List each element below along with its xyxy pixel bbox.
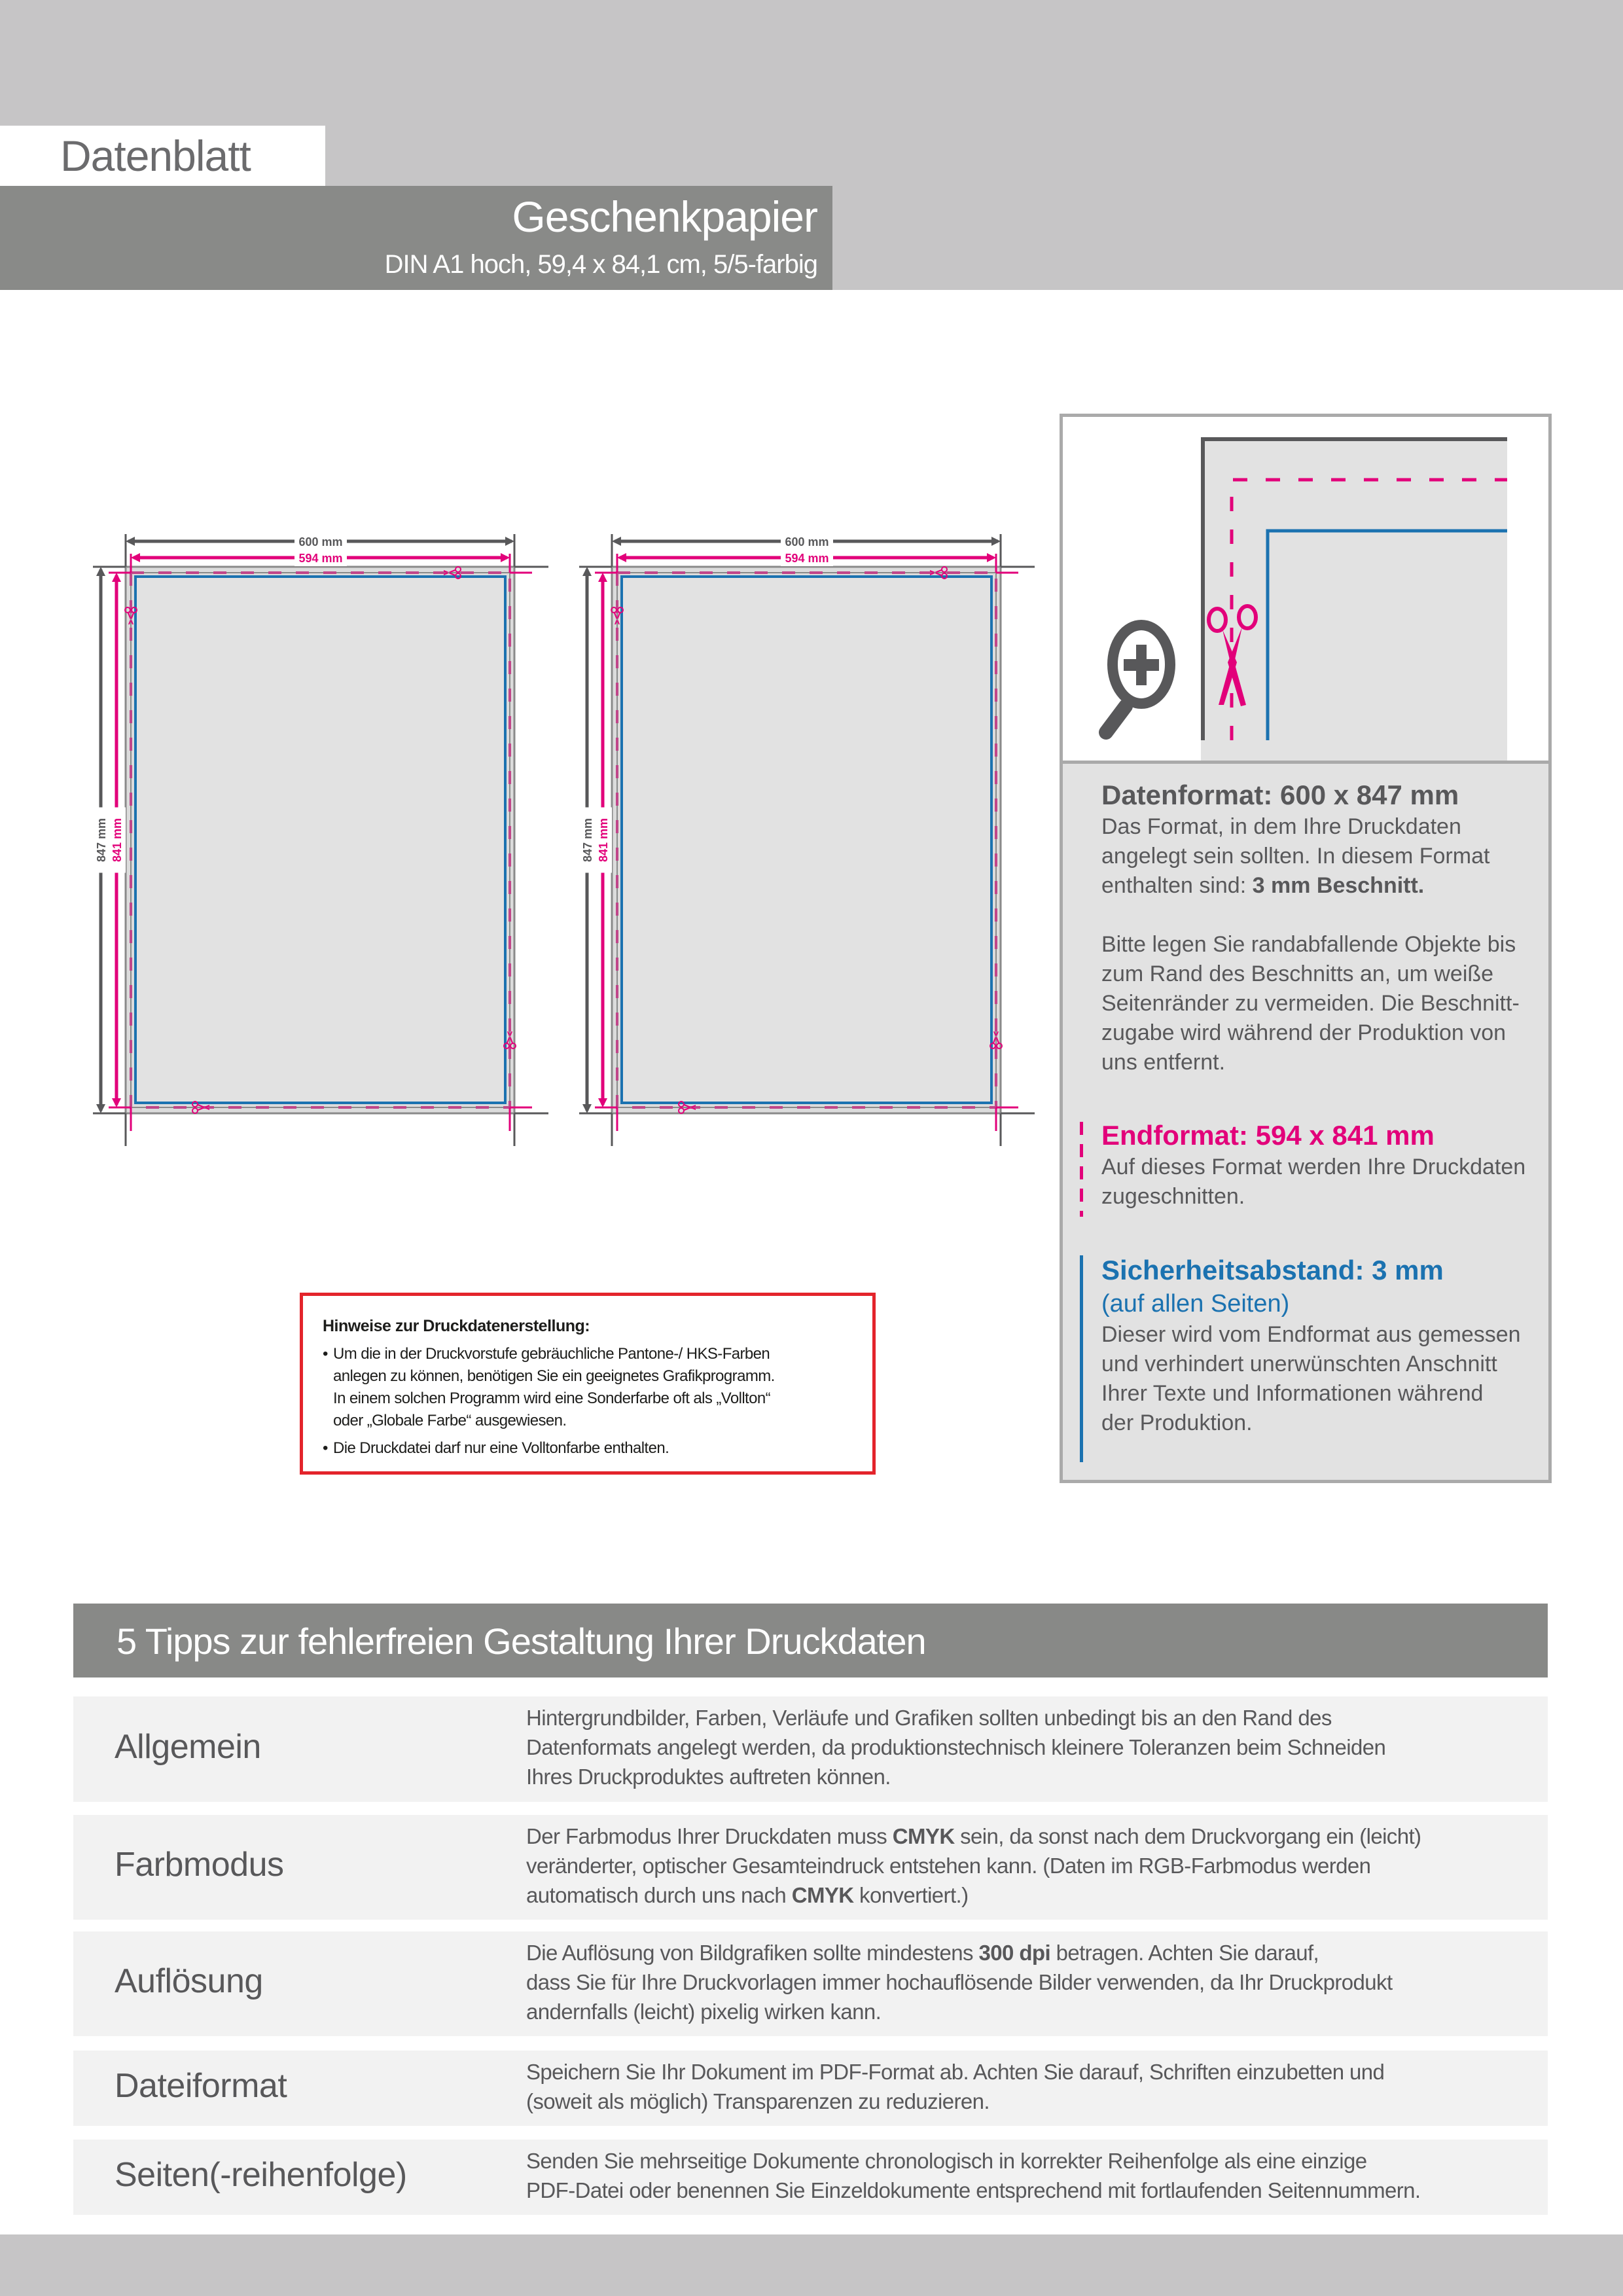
tip-label: Farbmodus: [115, 1846, 284, 1884]
tip-line: [526, 1703, 1534, 1732]
tips-title: 5 Tipps zur fehlerfreien Gestaltung Ihrer Druckdaten: [116, 1621, 926, 1662]
hinweis-line: oder „Globale Farbe“ ausgewiesen.: [333, 1412, 567, 1429]
safe-area-marker: [1080, 1255, 1083, 1462]
tip-line: [526, 1732, 1534, 1762]
tip-emphasis: CMYK: [892, 1823, 955, 1848]
tip-text: automatisch durch uns nach: [526, 1882, 792, 1907]
height-final-label: 841 mm: [597, 817, 610, 863]
tip-label: Auflösung: [115, 1962, 263, 2000]
datenformat-block: [1101, 778, 1533, 1077]
tip-description: [526, 1703, 1534, 1791]
height-data-label: 847 mm: [95, 817, 108, 863]
tip-row: [73, 1815, 1548, 1920]
width-final-label: 594 mm: [298, 552, 343, 565]
tip-description: [526, 1821, 1534, 1910]
endformat-block: [1101, 1119, 1533, 1211]
endformat-title: Endformat: 594 x 841 mm: [1101, 1120, 1435, 1151]
sheet-label: Datenblatt: [60, 132, 251, 180]
safe-area: [622, 577, 991, 1103]
width-data-label: 600 mm: [785, 535, 829, 548]
endformat-marker: [1080, 1122, 1083, 1217]
format-diagram-right: [565, 511, 1062, 1165]
tip-line: [526, 2057, 1534, 2087]
tip-line: [526, 1880, 1534, 1910]
tip-text: dass Sie für Ihre Druckvorlagen immer hochauflösende Bilder verwenden, da Ihr Druckprodukt: [526, 1969, 1393, 1994]
zoom-in-icon: [1106, 625, 1170, 732]
tip-label: Dateiformat: [115, 2066, 287, 2105]
datenformat-line: [1101, 871, 1533, 901]
tip-line: [526, 2087, 1534, 2116]
tip-text: (soweit als möglich) Transparenzen zu reduzieren.: [526, 2089, 990, 2113]
hinweis-item: [323, 1343, 859, 1432]
hinweise-title: Hinweise zur Druckdatenerstellung:: [323, 1317, 590, 1335]
tip-text: veränderter, optischer Gesamteindruck entstehen kann. (Daten im RGB-Farbmodus werden: [526, 1853, 1371, 1878]
sicherheit-line: Dieser wird vom Endformat aus gemessen: [1101, 1322, 1521, 1347]
tip-line: [526, 1821, 1534, 1851]
tip-description: [526, 2057, 1534, 2116]
tip-description: [526, 2146, 1534, 2205]
hinweise-box: [300, 1293, 876, 1475]
tip-line: [526, 1967, 1534, 1997]
format-diagram-left: [79, 511, 576, 1165]
tip-line: [526, 1997, 1534, 2026]
hinweis-line: In einem solchen Programm wird eine Sonderfarbe oft als „Vollton“: [333, 1390, 771, 1407]
bullet: •: [323, 1345, 328, 1363]
format-legend-panel: [1060, 414, 1552, 1483]
tip-label: Allgemein: [115, 1727, 261, 1766]
tip-text: andernfalls (leicht) pixelig wirken kann.: [526, 1999, 882, 2024]
tip-line: [526, 1851, 1534, 1880]
tip-text: Senden Sie mehrseitige Dokumente chronologisch in korrekter Reihenfolge als eine einzige: [526, 2148, 1367, 2173]
tip-text: betragen. Achten Sie darauf,: [1050, 1940, 1319, 1965]
product-title: Geschenkpapier: [512, 192, 817, 241]
tip-line: [526, 2146, 1534, 2176]
hinweis-line: anlegen zu können, benötigen Sie ein geeignetes Grafikprogramm.: [333, 1367, 775, 1385]
datenformat-para-line: Seitenränder zu vermeiden. Die Beschnitt-: [1101, 991, 1520, 1016]
tip-text: konvertiert.): [853, 1882, 969, 1907]
tip-row: [73, 1931, 1548, 2036]
zoom-detail-graphic: [1063, 417, 1548, 761]
footer-band: [0, 2234, 1623, 2296]
product-subtitle: DIN A1 hoch, 59,4 x 84,1 cm, 5/5-farbig: [384, 250, 817, 279]
tip-text: Der Farbmodus Ihrer Druckdaten muss: [526, 1823, 893, 1848]
tip-row: [73, 1696, 1548, 1802]
tip-text: Die Auflösung von Bildgrafiken sollte mindestens: [526, 1940, 979, 1965]
endformat-line: Auf dieses Format werden Ihre Druckdaten: [1101, 1155, 1526, 1179]
datenformat-para-line: Bitte legen Sie randabfallende Objekte bis: [1101, 932, 1516, 957]
hinweis-line: Um die in der Druckvorstufe gebräuchliche Pantone-/ HKS-Farben: [333, 1345, 770, 1363]
width-final-label: 594 mm: [785, 552, 829, 565]
tip-row: [73, 2051, 1548, 2126]
datenformat-line3-text: enthalten sind:: [1101, 873, 1253, 898]
bleed-area: [1201, 437, 1507, 761]
tip-line: [526, 1762, 1534, 1791]
height-final-label: 841 mm: [111, 817, 124, 863]
tip-text: Hintergrundbilder, Farben, Verläufe und Grafiken sollten unbedingt bis an den Rand des: [526, 1706, 1332, 1730]
sicherheit-block: [1101, 1253, 1533, 1438]
datenformat-para-line: uns entfernt.: [1101, 1050, 1226, 1075]
tip-text: Speichern Sie Ihr Dokument im PDF-Format ab. Achten Sie darauf, Schriften einzubetten und: [526, 2059, 1385, 2084]
datenformat-line: Das Format, in dem Ihre Druckdaten: [1101, 814, 1461, 839]
height-data-label: 847 mm: [581, 817, 594, 863]
tip-text: PDF-Datei oder benennen Sie Einzeldokumente entsprechend mit fortlaufenden Seitennummern.: [526, 2178, 1421, 2202]
sicherheit-line: der Produktion.: [1101, 1410, 1253, 1435]
tip-line: [526, 1938, 1534, 1967]
bleed-emphasis: 3 mm Beschnitt.: [1252, 873, 1425, 898]
sicherheit-line: Ihrer Texte und Informationen während: [1101, 1381, 1484, 1406]
tip-text: Ihres Druckproduktes auftreten können.: [526, 1765, 891, 1789]
tips-header: [73, 1604, 1548, 1677]
zoom-detail: [1063, 417, 1548, 764]
sicherheit-title: Sicherheitsabstand: 3 mm: [1101, 1255, 1444, 1285]
tip-text: sein, da sonst nach dem Druckvorgang ein (leicht): [954, 1823, 1421, 1848]
tip-description: [526, 1938, 1534, 2026]
safe-area: [135, 577, 505, 1103]
width-data-label: 600 mm: [298, 535, 343, 548]
bullet: •: [323, 1439, 328, 1457]
tip-row: [73, 2140, 1548, 2215]
sicherheit-line: und verhindert unerwünschten Anschnitt: [1101, 1352, 1497, 1376]
hinweis-item: [323, 1437, 859, 1460]
datenformat-line: angelegt sein sollten. In diesem Format: [1101, 844, 1490, 869]
sicherheit-subtitle: (auf allen Seiten): [1101, 1290, 1290, 1318]
tip-emphasis: CMYK: [791, 1882, 854, 1907]
tip-text: Datenformats angelegt werden, da produktionstechnisch kleinere Toleranzen beim Schneiden: [526, 1735, 1386, 1759]
datenformat-para-line: zugabe wird während der Produktion von: [1101, 1020, 1507, 1045]
tip-line: [526, 2176, 1534, 2205]
endformat-line: zugeschnitten.: [1101, 1184, 1245, 1209]
hinweis-line: Die Druckdatei darf nur eine Volltonfarbe enthalten.: [333, 1439, 669, 1457]
datenformat-title: Datenformat: 600 x 847 mm: [1101, 780, 1459, 810]
tip-label: Seiten(-reihenfolge): [115, 2155, 407, 2194]
datenformat-para-line: zum Rand des Beschnitts an, um weiße: [1101, 961, 1494, 986]
tip-emphasis: 300 dpi: [978, 1940, 1051, 1965]
